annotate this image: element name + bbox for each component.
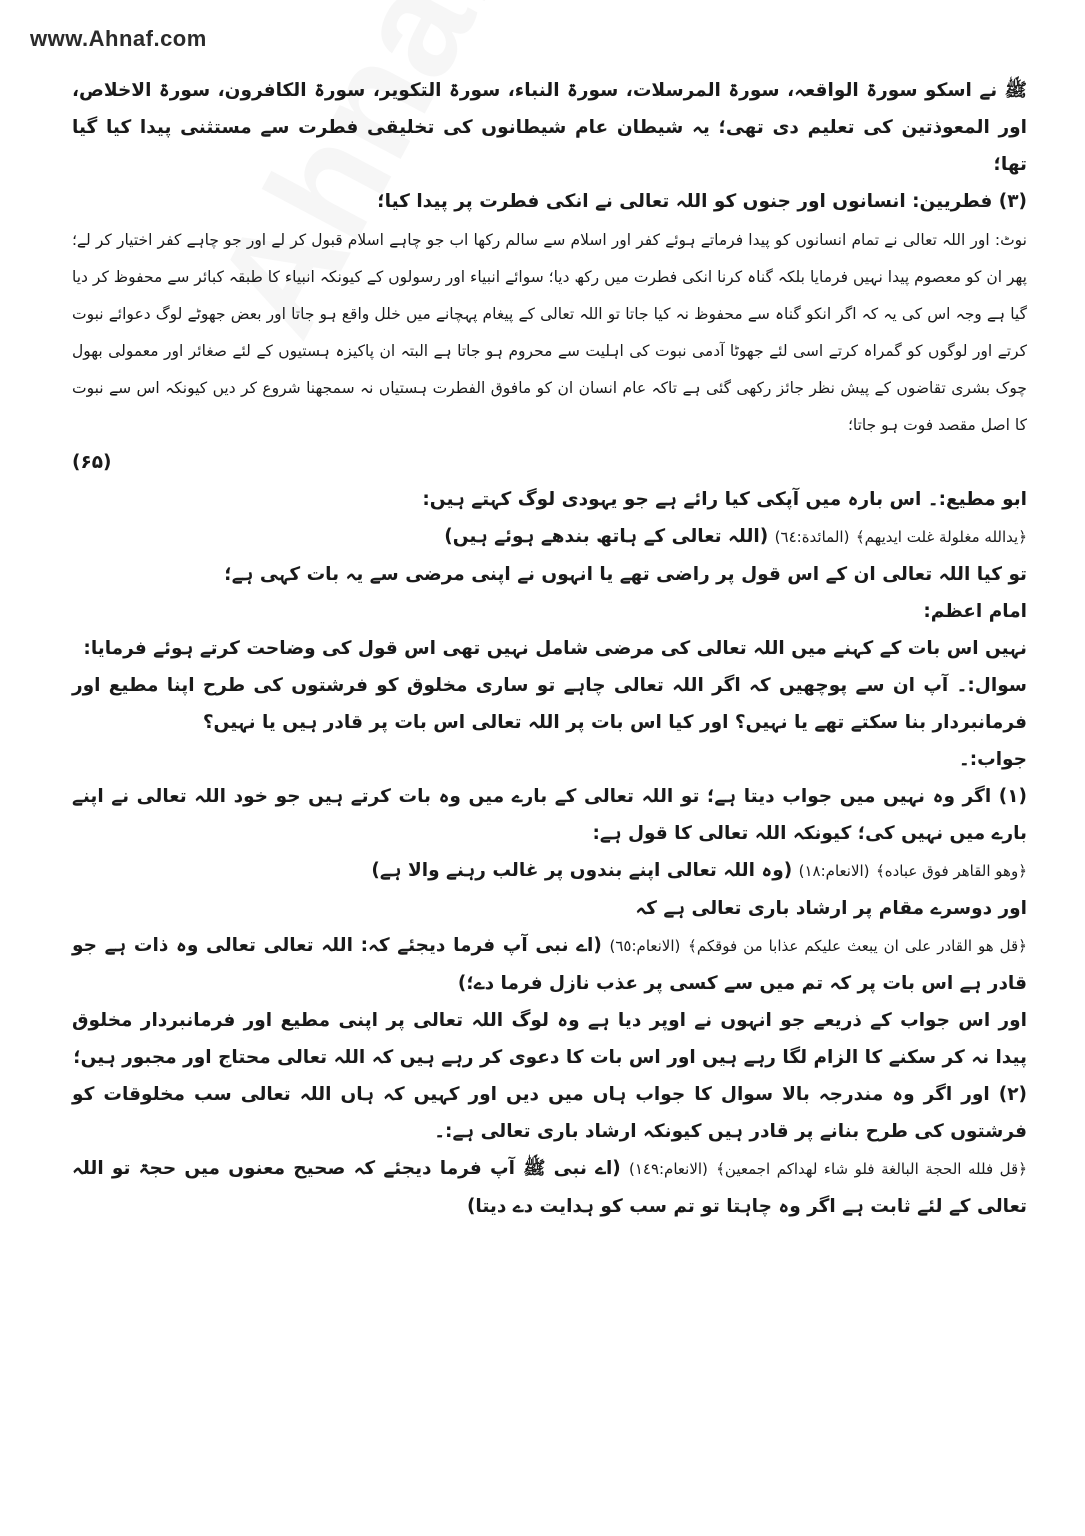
quote-reference: (الانعام:١٤٩)	[628, 1160, 708, 1178]
note-paragraph: نوٹ: اور اللہ تعالی نے تمام انسانوں کو پیدا فرماتے ہوئے کفر اور اسلام سے سالم رکھا اب جو چاہے اسلام قبول کر لے اور جو چاہے کفر اختیار کر لے؛ پھر ان کو معصوم پیدا نہیں فرمایا بلکہ گناہ کرنا انکی فطرت میں رکھ دیا؛ سوائے انبیاء اور رسولوں کے کیونکہ انبیاء کا طبقہ کبائر سے محفوظ کر دیا گیا ہے وجہ اس کی یہ کہ اگر انکو گناہ سے محفوظ نہ کیا جاتا تو اللہ تعالی کے پیغام پہچانے میں خلل واقع ہو جاتا اور بعض جھوٹے لوگ دعوائے نبوت کرتے اور لوگوں کو گمراہ کرتے اسی لئے جھوٹا آدمی نبوت کی اہلیت سے محروم ہو جاتا ہے البتہ ان پاکیزہ ہستیوں کے لئے صغائر اور معمولی بھول چوک بشری تقاضوں کے پیش نظر جائز رکھی گئی ہے تاکہ عام انسان ان کو مافوق الفطرت ہستیاں نہ سمجھنا شروع کر دیں کیونکہ اس سے نبوت کا اصل مقصد فوت ہو جاتا؛	[72, 231, 1027, 434]
paragraph-fitriyeen: (۳) فطریین: انسانوں اور جنوں کو اللہ تعالی نے انکی فطرت پر پیدا کیا؛	[377, 191, 1027, 212]
quote-translation: (وہ اللہ تعالی اپنے بندوں پر غالب رہنے والا ہے)	[371, 860, 793, 881]
paragraph-1: ﷺ نے اسکو سورۃ الواقعہ، سورۃ المرسلات، سورۃ النباء، سورۃ التکویر، سورۃ الکافرون، سورۃ الاخلاص، اور المعوذتین کی تعلیم دی تھی؛ یہ شیطان عام شیطانوں کی تخلیقی فطرت سے مستثنی پیدا کیا گیا تھا؛	[72, 80, 1027, 175]
page-body	[72, 72, 1027, 1225]
abu-muti-question: ابو مطیع:۔ اس بارہ میں آپکی کیا رائے ہے جو یہودی لوگ کہتے ہیں:	[422, 489, 1027, 510]
quote-1	[72, 518, 1027, 556]
quote-4	[72, 1150, 1027, 1225]
answer-heading: جواب:۔	[958, 749, 1027, 770]
answer-point-1: (۱) اگر وہ نہیں میں جواب دیتا ہے؛ تو اللہ تعالی کے بارے میں وہ بات کرتے ہیں جو خود اللہ تعالی نے اپنے بارے میں نہیں کی؛ کیونکہ اللہ تعالی کا قول ہے:	[72, 786, 1027, 844]
paragraph-11: اور دوسرے مقام پر ارشاد باری تعالی ہے کہ	[635, 898, 1027, 919]
quote-arabic: ﴿قل هو القادر علی ان یبعث علیکم عذابا من فوقکم﴾	[688, 937, 1027, 955]
quote-2	[72, 852, 1027, 890]
quote-translation: (اے نبی ﷺ آپ فرما دیجئے کہ صحیح معنوں میں حجۃ تو اللہ تعالی کے لئے ثابت ہے اگر وہ چاہتا تو تم سب کو ہدایت دے دیتا)	[72, 1158, 1027, 1217]
quote-3	[72, 927, 1027, 1002]
question-label: سوال:	[967, 675, 1027, 696]
paragraph-7: نہیں اس بات کے کہنے میں اللہ تعالی کی مرضی شامل نہیں تھی اس قول کی وضاحت کرتے ہوئے فرمایا:	[83, 638, 1027, 659]
question-paragraph	[72, 667, 1027, 741]
quote-reference: (الانعام:٦٥)	[609, 937, 681, 955]
quote-reference: (المائدة:٦٤)	[774, 528, 850, 546]
quote-arabic: ﴿وهو القاهر فوق عباده﴾	[875, 862, 1027, 880]
quote-arabic: ﴿قل فلله الحجة البالغة فلو شاء لهداکم اجمعین﴾	[716, 1160, 1027, 1178]
section-number: (۶۵)	[72, 452, 112, 473]
answer-point-2: (۲) اور اگر وہ مندرجہ بالا سوال کا جواب ہاں میں دیں اور کہیں کہ ہاں اللہ تعالی سب مخلوقات کو فرشتوں کی طرح بنانے پر قادر ہیں کیونکہ ارشاد باری تعالی ہے:۔	[72, 1084, 1027, 1142]
quote-translation: (اللہ تعالی کے ہاتھ بندھے ہوئے ہیں)	[444, 526, 769, 547]
site-url: www.Ahnaf.com	[30, 26, 207, 51]
question-text: ۔ آپ ان سے پوچھیں کہ اگر اللہ تعالی چاہے تو ساری مخلوق کو فرشتوں کی طرح اپنا مطیع اور فرمانبردار بنا سکتے تھے یا نہیں؟ اور کیا اس بات پر اللہ تعالی اس بات پر قادر ہیں یا نہیں؟	[72, 675, 1027, 733]
quote-translation: (اے نبی آپ فرما دیجئے کہ: اللہ تعالی تعالی وہ ذات ہے جو قادر ہے اس بات پر کہ تم میں سے کسی پر عذب نازل فرما دے؛)	[72, 935, 1027, 994]
quote-arabic: ﴿یدالله مغلولة غلت ایدیهم﴾	[855, 528, 1027, 546]
paragraph-12: اور اس جواب کے ذریعے جو انہوں نے اوپر دیا ہے وہ لوگ اللہ تعالی پر اپنی مطیع اور فرمانبردار مخلوق پیدا نہ کر سکنے کا الزام لگا رہے ہیں اور اس بات کا دعوی کر رہے ہیں کہ اللہ تعالی محتاج اور مجبور ہیں؛	[72, 1010, 1027, 1068]
quote-reference: (الانعام:١٨)	[798, 862, 870, 880]
imam-azam-heading: امام اعظم:	[923, 601, 1027, 622]
paragraph-5: تو کیا اللہ تعالی ان کے اس قول پر راضی تھے یا انہوں نے اپنی مرضی سے یہ بات کہی ہے؛	[224, 564, 1027, 585]
